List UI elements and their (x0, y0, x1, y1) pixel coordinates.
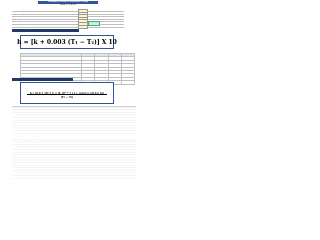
table-cell (121, 81, 134, 84)
input-row (12, 25, 124, 28)
input-label: Maximum density of material (12, 11, 33, 13)
result-value: 0.62 (88, 21, 100, 26)
section-heading: Scale of Foundation Engineers' method as thickness of formation R (12, 29, 79, 32)
formula-box (17, 35, 117, 49)
section-subheading: Rule of thumb with DHI Foundation formula (12, 32, 39, 33)
section-heading: Foundation design for Plasma frequency p = 0.7 Hz/M (12, 136, 46, 137)
input-label: Soil stability coefficient (12, 22, 29, 23)
section-result-label: Value (12, 104, 16, 105)
formula-denominator: (T₁ − T₂) (60, 96, 74, 99)
input-value[interactable]: 3.25 (78, 25, 88, 29)
input-value[interactable]: 0.15 (78, 14, 88, 18)
formula-box (20, 82, 114, 104)
input-value[interactable]: 1.05 (78, 17, 88, 21)
result-table-label: Result table (12, 50, 20, 51)
section-heading: Rule of thumb with GLT Calculation Method (12, 78, 73, 81)
input-value[interactable]: 0.30 (78, 22, 88, 26)
section-grid (12, 139, 136, 179)
input-value[interactable]: 1.23 (78, 12, 88, 16)
input-label: Tyre/wheel pressure (12, 19, 27, 21)
inputs-block (12, 9, 124, 28)
input-value[interactable]: 5.3 (78, 9, 88, 13)
formula-text: h = (0.9 × 10³ × C × (F_d)⁰·⁷⁶ × (1 + (σ/σ₀)) (√(0.1/σ_b)) (29, 91, 105, 95)
input-value[interactable]: 0.005 (78, 19, 88, 23)
input-label: Design traffic load N (12, 14, 27, 16)
input-label: Dynamic factor (12, 16, 23, 18)
formula-text: h = [k + 0.003 (T₁ − T₂)] X 10 (17, 38, 117, 46)
input-label: Layer coefficient (12, 24, 24, 26)
input-label: Slope of Railway foundation thickness R (12, 9, 41, 10)
section-grid (12, 106, 136, 135)
page-subtitle: Value = 2*1-0.0 m (60, 4, 76, 6)
page-title: Foundation Thickness calculation of slope (38, 1, 98, 4)
